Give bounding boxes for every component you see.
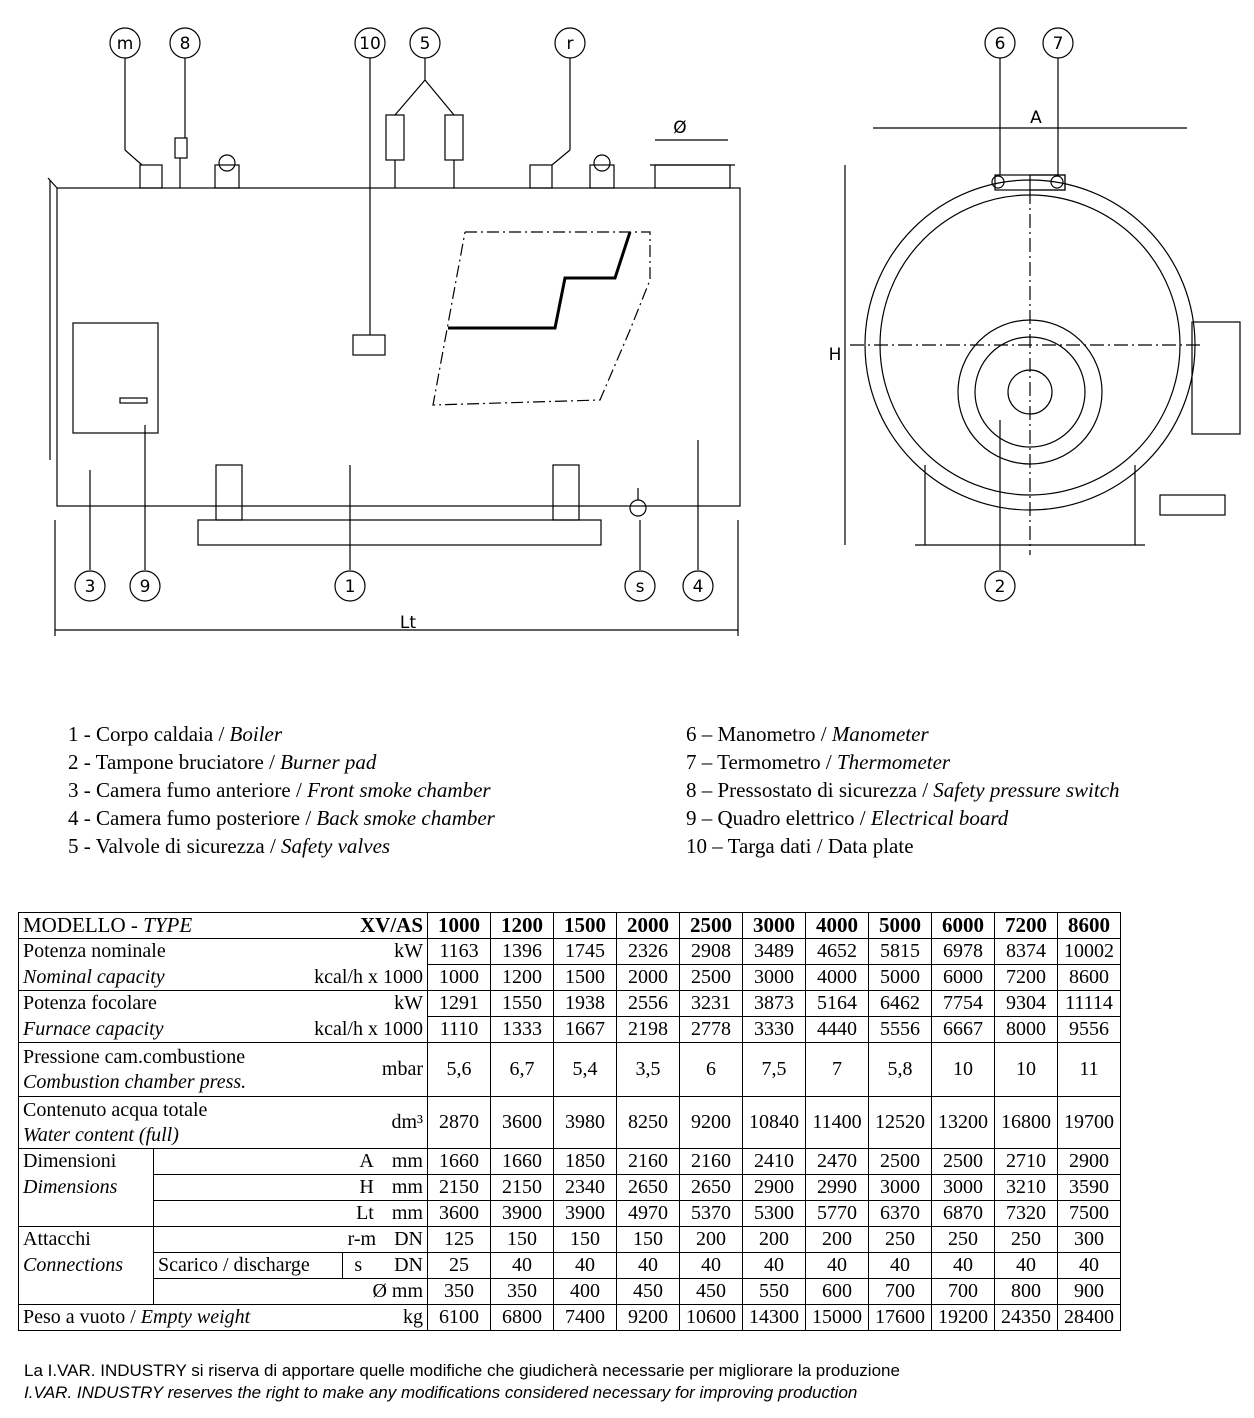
table-cell: 6 [680,1043,743,1097]
table-cell: 3600 [491,1097,554,1149]
table-cell: 125 [428,1227,491,1253]
table-cell: 6000 [932,965,995,991]
table-cell: 1850 [554,1149,617,1175]
table-cell: 5,4 [554,1043,617,1097]
table-cell: 19700 [1058,1097,1121,1149]
table-row: Furnace capacity kcal/h x 1000 1110 1333 1667 2198 2778 3330 4440 5556 6667 8000 9556 [19,1017,1121,1043]
table-cell: 700 [932,1279,995,1305]
table-cell: 11114 [1058,991,1121,1017]
table-cell: 3980 [554,1097,617,1149]
legend-item: 2 - Tampone bruciatore / Burner pad [68,750,377,774]
specifications-table [18,912,1121,1331]
table-cell: 6667 [932,1017,995,1043]
dim-H-label: H [828,345,842,365]
disclaimer-footer [24,1360,900,1404]
table-cell: 350 [491,1279,554,1305]
table-cell: 150 [617,1227,680,1253]
table-row: Pressione cam.combustione Combustion chamber press. mbar 5,6 6,7 5,4 3,5 6 7,5 7 5,8 10 10 11 [19,1043,1121,1097]
table-cell: 2650 [617,1175,680,1201]
boiler-technical-drawing [0,0,1254,700]
legend-item: 6 – Manometro / Manometer [686,722,929,746]
table-cell: 150 [491,1227,554,1253]
table-cell: 2160 [617,1149,680,1175]
table-cell: 900 [1058,1279,1121,1305]
table-cell: 4000 [806,965,869,991]
legend-item: 3 - Camera fumo anteriore / Front smoke chamber [68,778,491,802]
table-cell: 3,5 [617,1043,680,1097]
table-row: Peso a vuoto / Empty weight kg 6100 6800 7400 9200 10600 14300 15000 17600 19200 24350 28400 [19,1305,1121,1331]
dim-Lt-label: Lt [399,613,417,633]
legend-item: 1 - Corpo caldaia / Boiler [68,722,283,746]
table-cell: 11 [1058,1043,1121,1097]
table-cell: 7,5 [743,1043,806,1097]
table-cell: 40 [743,1253,806,1279]
table-cell: 2990 [806,1175,869,1201]
callout-s: s [635,577,645,597]
table-cell: 300 [1058,1227,1121,1253]
table-row: Dimensioni A mm 1660 1660 1850 2160 2160 2410 2470 2500 2500 2710 2900 [19,1149,1121,1175]
table-cell: 2556 [617,991,680,1017]
table-cell: 3600 [428,1201,491,1227]
table-cell: 40 [680,1253,743,1279]
table-cell: 4440 [806,1017,869,1043]
table-cell: 1660 [428,1149,491,1175]
table-cell: 3900 [491,1201,554,1227]
table-cell: 1660 [491,1149,554,1175]
table-cell: 14300 [743,1305,806,1331]
callout-8: 8 [179,34,191,54]
legend-item: 9 – Quadro elettrico / Electrical board [686,806,1009,830]
table-header-row: MODELLO - TYPE XV/AS 1000 1200 1500 2000 2500 3000 4000 5000 6000 7200 8600 [19,913,1121,939]
table-cell: 16800 [995,1097,1058,1149]
table-cell: 6370 [869,1201,932,1227]
table-cell: 250 [995,1227,1058,1253]
table-cell: 2500 [869,1149,932,1175]
callout-6: 6 [994,34,1006,54]
table-cell: 3210 [995,1175,1058,1201]
table-cell: 40 [554,1253,617,1279]
table-cell: 2470 [806,1149,869,1175]
table-row: Contenuto acqua totale Water content (full) dm³ 2870 3600 3980 8250 9200 10840 11400 12520 13200 16800 19700 [19,1097,1121,1149]
table-cell: 7 [806,1043,869,1097]
table-cell: 1333 [491,1017,554,1043]
callout-7: 7 [1052,34,1064,54]
table-cell: 2340 [554,1175,617,1201]
callout-r: r [566,34,574,54]
table-cell: 2150 [428,1175,491,1201]
table-cell: 4652 [806,939,869,965]
table-cell: 2710 [995,1149,1058,1175]
table-cell: 1110 [428,1017,491,1043]
table-cell: 2500 [680,965,743,991]
disclaimer-italian: La I.VAR. INDUSTRY si riserva di apportare quelle modifiche che giudicherà necessarie per migliorare la produzione [24,1361,900,1380]
callout-4: 4 [692,577,704,597]
table-cell: 2160 [680,1149,743,1175]
table-cell: 9200 [617,1305,680,1331]
legend-left [68,720,495,860]
table-cell: 2500 [932,1149,995,1175]
table-row: Nominal capacity kcal/h x 1000 1000 1200 1500 2000 2500 3000 4000 5000 6000 7200 8600 [19,965,1121,991]
table-cell: 2410 [743,1149,806,1175]
table-cell: 5815 [869,939,932,965]
table-cell: 6978 [932,939,995,965]
table-cell: 200 [680,1227,743,1253]
table-cell: 9556 [1058,1017,1121,1043]
table-cell: 700 [869,1279,932,1305]
table-cell: 2870 [428,1097,491,1149]
table-cell: 1396 [491,939,554,965]
table-cell: 3900 [554,1201,617,1227]
table-cell: 1500 [554,965,617,991]
table-cell: 1550 [491,991,554,1017]
table-cell: 13200 [932,1097,995,1149]
table-cell: 6870 [932,1201,995,1227]
table-cell: 1745 [554,939,617,965]
table-cell: 7400 [554,1305,617,1331]
table-cell: 8250 [617,1097,680,1149]
legend-item: 10 – Targa dati / Data plate [686,834,914,858]
dim-A-label: A [1030,108,1042,128]
table-cell: 2650 [680,1175,743,1201]
table-cell: 2778 [680,1017,743,1043]
table-row: Connections Scarico / discharge s DN 25 40 40 40 40 40 40 40 40 40 40 [19,1253,1121,1279]
table-cell: 10600 [680,1305,743,1331]
data-plate [353,335,385,355]
legend-right [686,720,1120,860]
table-cell: 25 [428,1253,491,1279]
table-cell: 9200 [680,1097,743,1149]
table-cell: 2198 [617,1017,680,1043]
table-cell: 5000 [869,965,932,991]
table-cell: 6,7 [491,1043,554,1097]
boiler-body-side [57,188,740,506]
table-cell: 8000 [995,1017,1058,1043]
table-cell: 40 [995,1253,1058,1279]
table-cell: 250 [932,1227,995,1253]
table-cell: 600 [806,1279,869,1305]
table-cell: 10 [932,1043,995,1097]
table-cell: 200 [743,1227,806,1253]
table-cell: 40 [617,1253,680,1279]
table-cell: 40 [1058,1253,1121,1279]
legend-item: 8 – Pressostato di sicurezza / Safety pressure switch [686,778,1120,802]
table-cell: 10840 [743,1097,806,1149]
table-cell: 5,6 [428,1043,491,1097]
legend-item: 5 - Valvole di sicurezza / Safety valves [68,834,391,858]
table-cell: 3873 [743,991,806,1017]
callout-10: 10 [359,34,381,54]
table-row: Potenza focolare kW 1291 1550 1938 2556 3231 3873 5164 6462 7754 9304 11114 [19,991,1121,1017]
table-row: Attacchi r-m DN 125 150 150 150 200 200 200 250 250 250 300 [19,1227,1121,1253]
table-cell: 4970 [617,1201,680,1227]
table-cell: 3000 [932,1175,995,1201]
table-cell: 2326 [617,939,680,965]
table-cell: 6100 [428,1305,491,1331]
table-cell: 5300 [743,1201,806,1227]
table-cell: 40 [869,1253,932,1279]
table-cell: 5,8 [869,1043,932,1097]
table-cell: 5556 [869,1017,932,1043]
legend-item: 4 - Camera fumo posteriore / Back smoke chamber [68,806,495,830]
table-cell: 200 [806,1227,869,1253]
table-cell: 40 [932,1253,995,1279]
disclaimer-english: I.VAR. INDUSTRY reserves the right to make any modifications considered necessary for improving production [24,1383,858,1402]
table-cell: 10 [995,1043,1058,1097]
table-cell: 17600 [869,1305,932,1331]
table-cell: 7320 [995,1201,1058,1227]
table-cell: 15000 [806,1305,869,1331]
table-cell: 3330 [743,1017,806,1043]
table-cell: 400 [554,1279,617,1305]
table-cell: 3000 [869,1175,932,1201]
electrical-board [73,323,158,433]
table-cell: 10002 [1058,939,1121,965]
table-cell: 800 [995,1279,1058,1305]
table-row: Potenza nominale kW 1163 1396 1745 2326 2908 3489 4652 5815 6978 8374 10002 [19,939,1121,965]
callout-5: 5 [419,34,431,54]
table-cell: 28400 [1058,1305,1121,1331]
table-cell: 2900 [1058,1149,1121,1175]
table-row: Lt mm 3600 3900 3900 4970 5370 5300 5770 6370 6870 7320 7500 [19,1201,1121,1227]
table-cell: 450 [617,1279,680,1305]
table-cell: 8600 [1058,965,1121,991]
table-cell: 7500 [1058,1201,1121,1227]
table-cell: 2150 [491,1175,554,1201]
table-cell: 3000 [743,965,806,991]
callout-2: 2 [994,577,1006,597]
table-cell: 1000 [428,965,491,991]
table-cell: 150 [554,1227,617,1253]
table-row: Dimensions H mm 2150 2150 2340 2650 2650 2900 2990 3000 3000 3210 3590 [19,1175,1121,1201]
table-cell: 450 [680,1279,743,1305]
legend-item: 7 – Termometro / Thermometer [686,750,951,774]
table-row: Ø mm 350 350 400 450 450 550 600 700 700 800 900 [19,1279,1121,1305]
table-cell: 2000 [617,965,680,991]
table-cell: 550 [743,1279,806,1305]
table-cell: 9304 [995,991,1058,1017]
table-cell: 24350 [995,1305,1058,1331]
table-cell: 1938 [554,991,617,1017]
table-cell: 7754 [932,991,995,1017]
callout-9: 9 [139,577,151,597]
table-cell: 3590 [1058,1175,1121,1201]
table-cell: 3489 [743,939,806,965]
table-cell: 250 [869,1227,932,1253]
table-cell: 8374 [995,939,1058,965]
table-cell: 12520 [869,1097,932,1149]
table-cell: 1163 [428,939,491,965]
table-cell: 6800 [491,1305,554,1331]
table-cell: 2900 [743,1175,806,1201]
table-cell: 19200 [932,1305,995,1331]
table-cell: 6462 [869,991,932,1017]
table-cell: 350 [428,1279,491,1305]
table-cell: 40 [806,1253,869,1279]
table-cell: 5370 [680,1201,743,1227]
table-cell: 7200 [995,965,1058,991]
callout-1: 1 [344,577,356,597]
table-cell: 5770 [806,1201,869,1227]
table-cell: 2908 [680,939,743,965]
callout-m: m [116,34,134,54]
table-cell: 1291 [428,991,491,1017]
table-cell: 5164 [806,991,869,1017]
table-cell: 40 [491,1253,554,1279]
table-cell: 3231 [680,991,743,1017]
dim-diameter-label: Ø [673,118,687,138]
callout-3: 3 [84,577,96,597]
table-cell: 11400 [806,1097,869,1149]
table-cell: 1667 [554,1017,617,1043]
table-cell: 1200 [491,965,554,991]
